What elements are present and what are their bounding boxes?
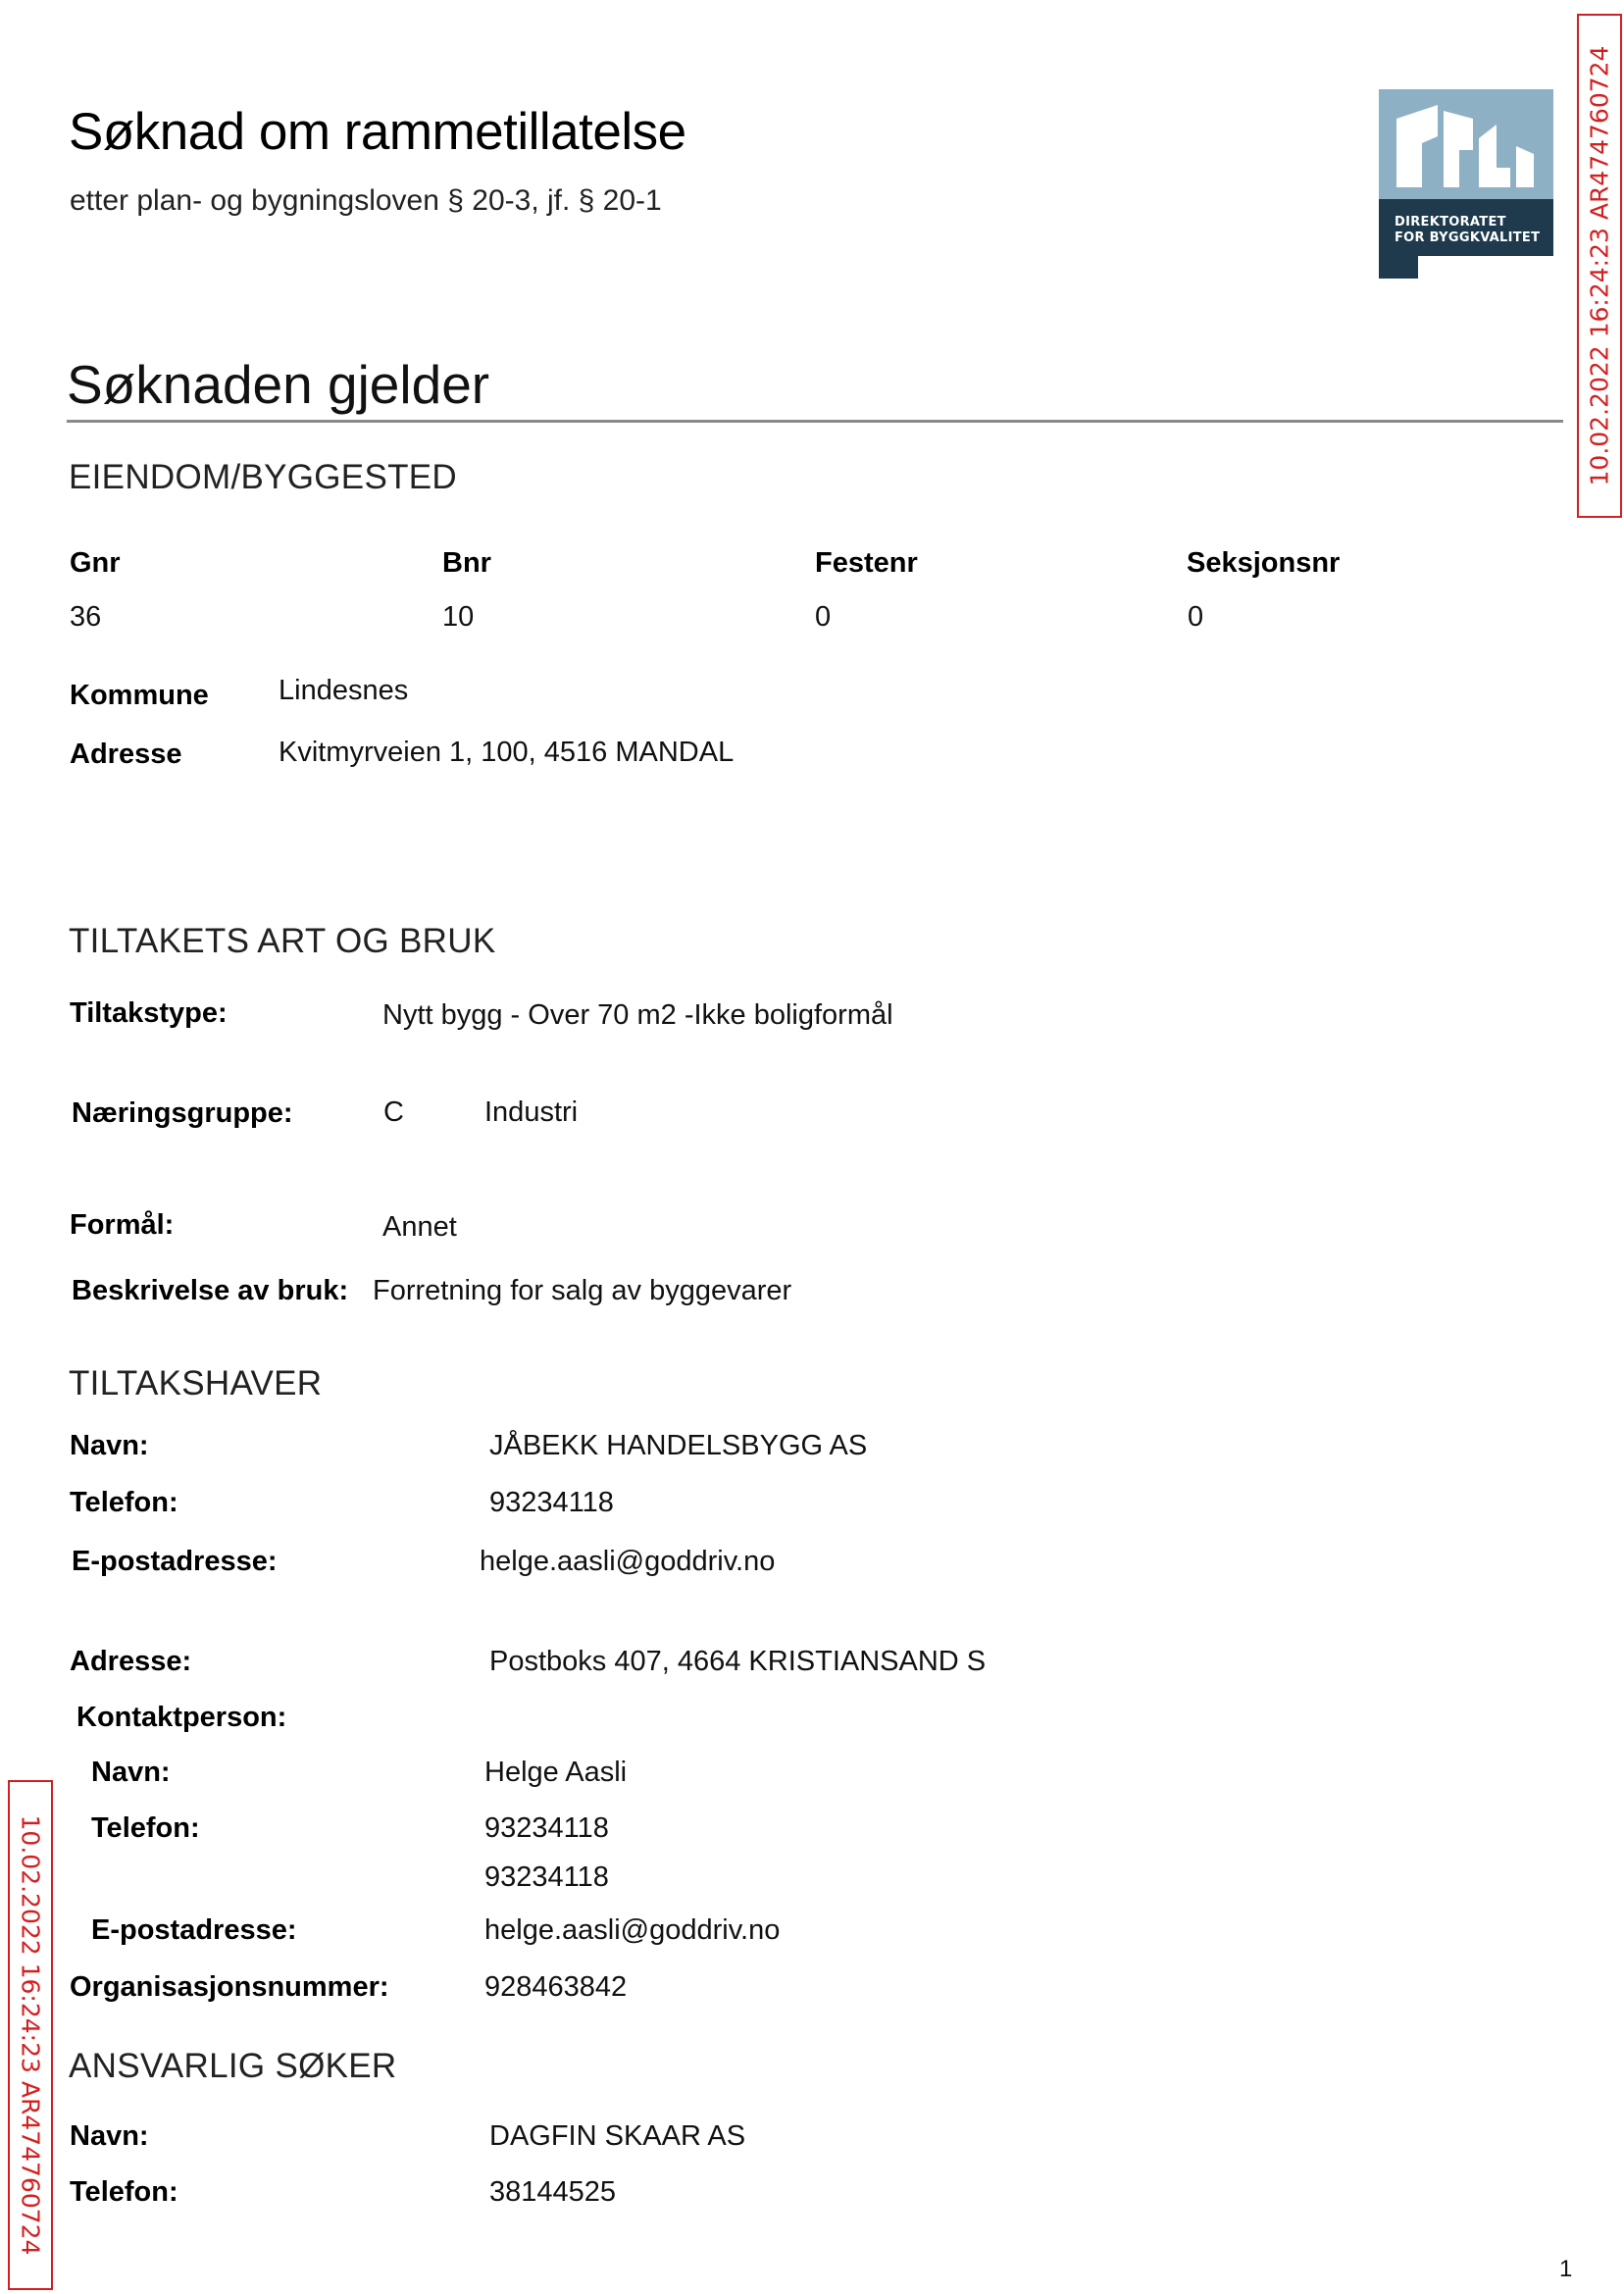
tiltakshaver-adresse-label: Adresse: <box>70 1646 192 1677</box>
gnr-label: Gnr <box>70 547 121 579</box>
adresse-value: Kvitmyrveien 1, 100, 4516 MANDAL <box>279 737 735 768</box>
tiltakshaver-navn-label: Navn: <box>70 1430 149 1461</box>
tiltakshaver-navn-value: JÅBEKK HANDELSBYGG AS <box>489 1430 868 1461</box>
tiltakshaver-epost-label: E-postadresse: <box>72 1546 278 1577</box>
formal-value: Annet <box>382 1211 457 1243</box>
page-number: 1 <box>1559 2256 1573 2282</box>
bnr-label: Bnr <box>442 547 491 579</box>
logo-text-line2: FOR BYGGKVALITET <box>1395 230 1541 245</box>
ansvarlig-telefon-label: Telefon: <box>70 2176 178 2208</box>
formal-label: Formål: <box>70 1209 175 1241</box>
archive-stamp-text: 10.02.2022 16:24:23 AR474760724 <box>16 1814 45 2256</box>
beskrivelse-value: Forretning for salg av byggevarer <box>373 1275 792 1306</box>
tiltakstype-label: Tiltakstype: <box>70 997 228 1029</box>
kontakt-mobil-value: 93234118 <box>484 1861 609 1893</box>
adresse-label: Adresse <box>70 739 182 770</box>
naeringsgruppe-value: Industri <box>484 1096 579 1128</box>
naeringsgruppe-label: Næringsgruppe: <box>72 1097 293 1129</box>
document-title: Søknad om rammetillatelse <box>69 103 686 161</box>
tiltakshaver-telefon-value: 93234118 <box>489 1487 614 1518</box>
orgnr-label: Organisasjonsnummer: <box>70 1971 389 2003</box>
festenr-value: 0 <box>815 601 832 633</box>
kommune-label: Kommune <box>70 680 209 711</box>
logo-text-line1: DIREKTORATET <box>1395 215 1506 229</box>
bnr-value: 10 <box>442 601 475 633</box>
kontakt-navn-value: Helge Aasli <box>484 1757 628 1788</box>
eiendom-heading: EIENDOM/BYGGESTED <box>69 458 457 496</box>
tiltakshaver-heading: TILTAKSHAVER <box>69 1364 323 1402</box>
orgnr-value: 928463842 <box>484 1971 628 2003</box>
kontakt-telefon-label: Telefon: <box>91 1812 200 1844</box>
tiltakstype-value: Nytt bygg - Over 70 m2 -Ikke boligformål <box>382 999 893 1031</box>
ansvarlig-navn-value: DAGFIN SKAAR AS <box>489 2120 746 2152</box>
kontakt-navn-label: Navn: <box>91 1757 171 1788</box>
document-subtitle: etter plan- og bygningsloven § 20-3, jf. § 20-1 <box>70 184 662 217</box>
naeringsgruppe-code: C <box>383 1096 404 1128</box>
kontaktperson-label: Kontaktperson: <box>76 1702 287 1733</box>
archive-stamp-left <box>8 1780 53 2290</box>
tiltakshaver-epost-value: helge.aasli@goddriv.no <box>480 1546 776 1577</box>
seksjonsnr-value: 0 <box>1188 601 1204 633</box>
ansvarlig-heading: ANSVARLIG SØKER <box>69 2047 397 2085</box>
dibk-logo <box>1379 89 1553 279</box>
dibk-logo-icon <box>1379 89 1553 279</box>
archive-stamp-top <box>1577 14 1622 518</box>
festenr-label: Festenr <box>815 547 918 579</box>
gnr-value: 36 <box>70 601 102 633</box>
kontakt-epost-value: helge.aasli@goddriv.no <box>484 1914 781 1946</box>
kontakt-telefon-value: 93234118 <box>484 1812 609 1844</box>
ansvarlig-navn-label: Navn: <box>70 2120 149 2152</box>
section-title: Søknaden gjelder <box>67 354 490 415</box>
kommune-value: Lindesnes <box>279 675 409 706</box>
tiltak-heading: TILTAKETS ART OG BRUK <box>69 922 496 960</box>
tiltakshaver-adresse-value: Postboks 407, 4664 KRISTIANSAND S <box>489 1646 987 1677</box>
section-divider <box>67 420 1563 423</box>
ansvarlig-telefon-value: 38144525 <box>489 2176 617 2208</box>
archive-stamp-text: 10.02.2022 16:24:23 AR474760724 <box>1585 45 1614 486</box>
tiltakshaver-telefon-label: Telefon: <box>70 1487 178 1518</box>
seksjonsnr-label: Seksjonsnr <box>1187 547 1341 579</box>
beskrivelse-label: Beskrivelse av bruk: <box>72 1275 349 1306</box>
kontakt-epost-label: E-postadresse: <box>91 1914 297 1946</box>
